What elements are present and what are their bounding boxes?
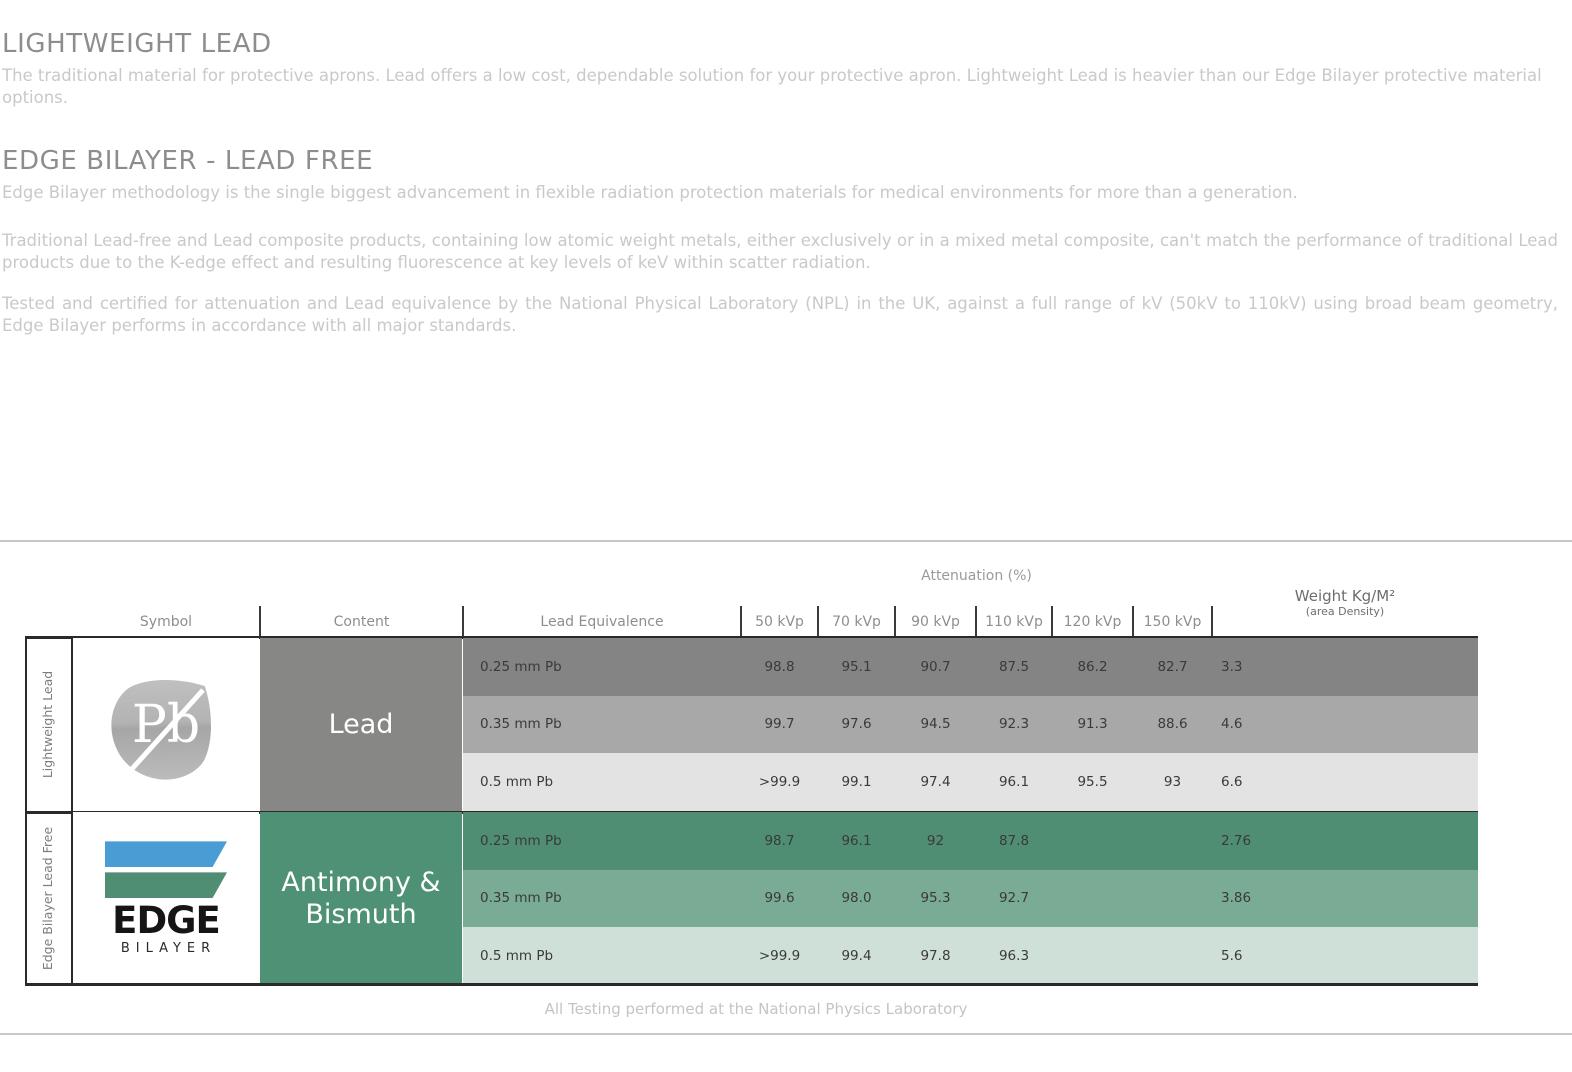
column-header-lead-equivalence: Lead Equivalence <box>540 614 664 630</box>
group-side-label-lightweight-lead <box>25 638 71 811</box>
section-paragraph-edge-2: Traditional Lead-free and Lead composite products, containing low atomic weight metals, either exclusively or in a mixed metal composite, can't match the performance of traditional Lead products due to the K-edge effect and resulting fluorescence at key levels of keV within scatter radiation. <box>2 230 1558 273</box>
column-header-kvp-150: 150 kVp <box>1143 614 1202 630</box>
edge-logo-blue-bar <box>105 841 227 867</box>
cell-weight: 3.3 <box>1221 658 1243 675</box>
group-side-label-text-1: Lightweight Lead <box>40 670 56 779</box>
table-bottom-rule <box>25 983 1478 986</box>
cell-weight: 6.6 <box>1221 773 1243 790</box>
edge-logo-wordmark: EDGE <box>112 899 220 943</box>
cell-kvp-90: 97.4 <box>920 773 951 790</box>
cell-kvp-120 <box>1053 812 1132 870</box>
table-row <box>463 638 1478 696</box>
cell-kvp-70: 97.6 <box>841 716 872 733</box>
cell-kvp-110: 96.3 <box>998 947 1030 964</box>
cell-kvp-50: >99.9 <box>758 773 801 790</box>
cell-kvp-120 <box>1053 870 1132 928</box>
cell-kvp-50: 99.7 <box>764 716 795 733</box>
section-paragraph-edge-1: Edge Bilayer methodology is the single biggest advancement in flexible radiation protection materials for medical environments for more than a generation. <box>2 182 1298 202</box>
divider-above-table <box>0 540 1572 542</box>
group-side-label-text-2: Edge Bilayer Lead Free <box>40 826 56 971</box>
edge-logo-subwordmark: BILAYER <box>120 940 217 956</box>
section-heading-edge-bilayer: EDGE BILAYER - LEAD FREE <box>2 146 374 177</box>
column-header-symbol: Symbol <box>139 614 193 630</box>
table-row <box>463 870 1478 928</box>
cell-kvp-110: 87.5 <box>998 658 1030 675</box>
cell-kvp-70: 98.0 <box>841 890 872 907</box>
symbol-cell-lightweight-lead <box>73 638 259 811</box>
edge-bilayer-icon <box>102 841 230 955</box>
weight-header-line1: Weight Kg/M² <box>1294 587 1396 605</box>
cell-kvp-50: 98.7 <box>764 832 795 849</box>
pb-leaf-icon <box>107 666 225 784</box>
attenuation-group-header: Attenuation (%) <box>921 568 1032 584</box>
cell-kvp-110: 92.3 <box>998 716 1030 733</box>
column-header-kvp-110: 110 kVp <box>985 614 1043 630</box>
section-paragraph-lightweight-lead: The traditional material for protective aprons. Lead offers a low cost, dependable solution for your protective apron. Lightweight Lead is heavier than our Edge Bilayer protective material options. <box>2 65 1542 107</box>
cell-kvp-150: 93 <box>1163 773 1182 790</box>
cell-kvp-150 <box>1134 812 1211 870</box>
table-row <box>463 812 1478 870</box>
section-paragraph-edge-3: Tested and certified for attenuation and Lead equivalence by the National Physical Laboratory (NPL) in the UK, against a full range of kV (50kV to 110kV) using broad beam geometry, Edge Bilayer performs in accordance with all major standards. <box>2 293 1558 335</box>
cell-kvp-90: 95.3 <box>920 890 951 907</box>
table-footnote <box>0 1000 1572 1018</box>
divider-below-table <box>0 1033 1572 1035</box>
cell-kvp-70: 95.1 <box>841 658 872 675</box>
cell-kvp-70: 99.1 <box>841 773 872 790</box>
cell-kvp-90: 90.7 <box>920 658 951 675</box>
cell-kvp-50: >99.9 <box>758 947 801 964</box>
cell-kvp-70: 96.1 <box>841 832 872 849</box>
edge-logo-green-bar <box>105 872 227 898</box>
cell-lead-equivalence: 0.25 mm Pb <box>480 658 562 675</box>
column-header-kvp-70: 70 kVp <box>832 614 881 630</box>
table-row <box>463 927 1478 985</box>
cell-weight: 4.6 <box>1221 716 1243 733</box>
cell-kvp-120 <box>1053 927 1132 985</box>
cell-kvp-110: 92.7 <box>998 890 1030 907</box>
cell-lead-equivalence: 0.35 mm Pb <box>480 716 562 733</box>
cell-kvp-110: 87.8 <box>998 832 1030 849</box>
column-header-kvp-90: 90 kVp <box>911 614 960 630</box>
cell-lead-equivalence: 0.35 mm Pb <box>480 890 562 907</box>
intro-copy <box>2 30 1562 341</box>
cell-kvp-150 <box>1134 927 1211 985</box>
cell-kvp-90: 94.5 <box>920 716 951 733</box>
cell-kvp-50: 99.6 <box>764 890 795 907</box>
content-cell-antimony-bismuth-text: Antimony & Bismuth <box>281 867 441 930</box>
cell-lead-equivalence: 0.25 mm Pb <box>480 832 562 849</box>
table-footnote-text: All Testing performed at the National Physics Laboratory <box>544 1000 968 1018</box>
cell-kvp-70: 99.4 <box>841 947 872 964</box>
cell-kvp-150 <box>1134 870 1211 928</box>
cell-kvp-90: 97.8 <box>920 947 951 964</box>
cell-kvp-120: 86.2 <box>1077 658 1108 675</box>
column-header-kvp-120: 120 kVp <box>1063 614 1122 630</box>
column-header-content: Content <box>333 614 390 630</box>
cell-kvp-110: 96.1 <box>998 773 1030 790</box>
content-cell-lead: Lead <box>260 638 462 811</box>
cell-kvp-120: 95.5 <box>1077 773 1108 790</box>
cell-kvp-150: 82.7 <box>1157 658 1188 675</box>
cell-lead-equivalence: 0.5 mm Pb <box>480 947 554 964</box>
weight-header-line2: (area Density) <box>1305 605 1385 619</box>
pb-leaf-text: Pb <box>131 694 201 755</box>
section-heading-lightweight-lead: LIGHTWEIGHT LEAD <box>2 29 272 59</box>
cell-weight: 5.6 <box>1221 947 1243 964</box>
group-side-label-edge-bilayer <box>25 812 71 985</box>
cell-kvp-50: 98.8 <box>764 658 795 675</box>
cell-kvp-90: 92 <box>926 832 945 849</box>
table-body <box>0 638 1572 988</box>
cell-lead-equivalence: 0.5 mm Pb <box>480 773 554 790</box>
cell-weight: 3.86 <box>1221 890 1252 907</box>
cell-kvp-120: 91.3 <box>1077 716 1108 733</box>
symbol-cell-edge-bilayer <box>73 812 259 985</box>
table-header-row <box>0 606 1572 638</box>
table-row <box>463 696 1478 754</box>
column-header-kvp-50: 50 kVp <box>755 614 804 630</box>
content-cell-antimony-bismuth <box>260 812 462 985</box>
cell-weight: 2.76 <box>1221 832 1252 849</box>
cell-kvp-150: 88.6 <box>1157 716 1188 733</box>
table-row <box>463 753 1478 811</box>
